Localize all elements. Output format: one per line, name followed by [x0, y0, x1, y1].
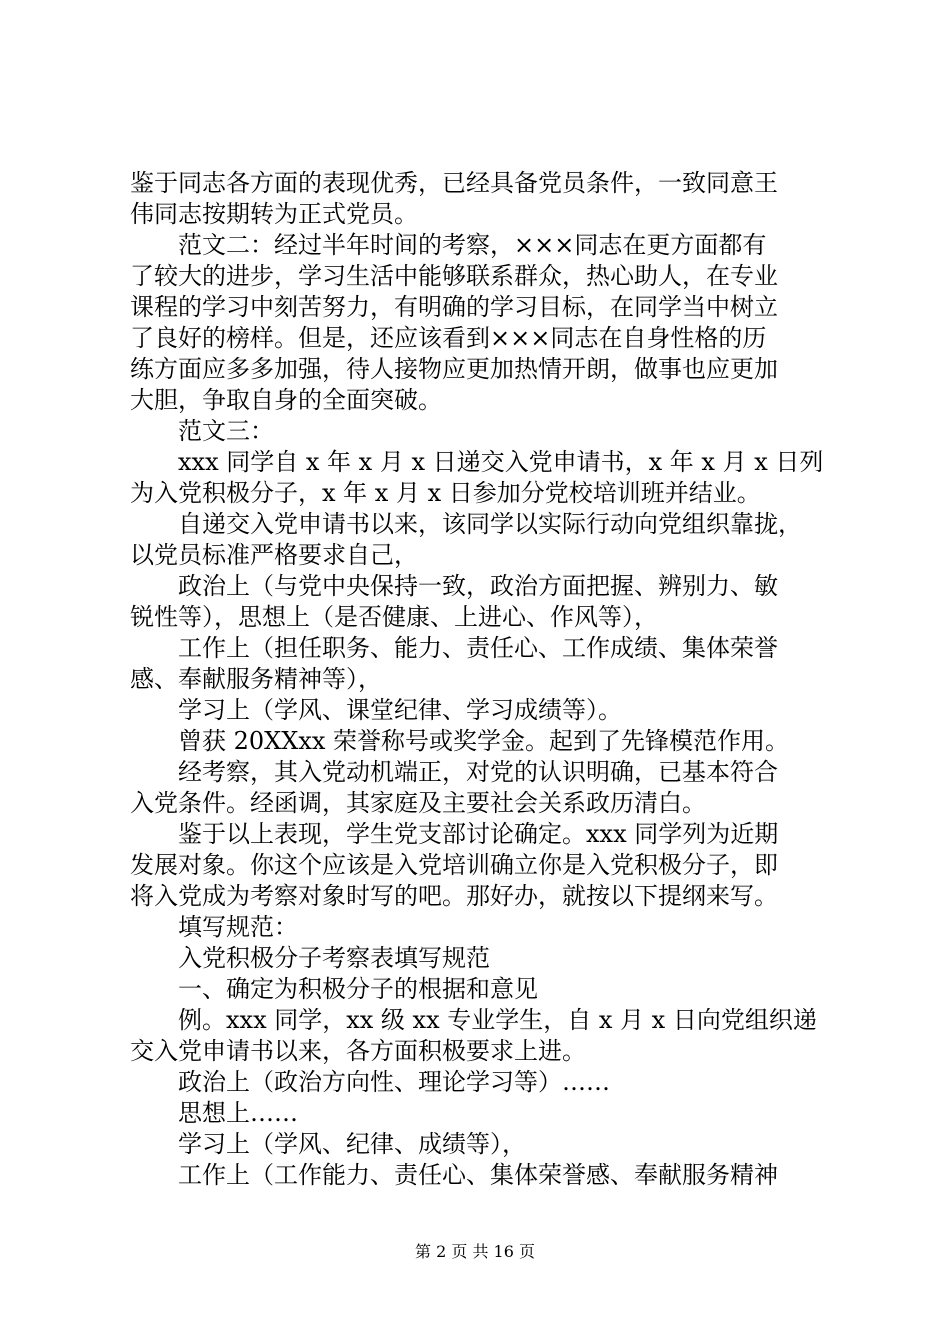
text-line: 范文三：	[178, 417, 274, 445]
text-line: xxx 同学自 x 年 x 月 x 日递交入党申请书，x 年 x 月 x 日列	[178, 448, 824, 476]
text-line: 入党条件。经函调，其家庭及主要社会关系政历清白。	[130, 789, 706, 817]
text-line: 入党积极分子考察表填写规范	[178, 944, 490, 972]
text-line: 大胆，争取自身的全面突破。	[130, 386, 442, 414]
page-number-footer: 第 2 页 共 16 页	[415, 1242, 535, 1261]
text-line: 了较大的进步，学习生活中能够联系群众，热心助人，在专业	[130, 262, 778, 290]
text-line: 锐性等），思想上（是否健康、上进心、作风等），	[130, 603, 658, 631]
text-line: 思想上……	[178, 1099, 298, 1127]
text-line: 曾获 20XXxx 荣誉称号或奖学金。起到了先锋模范作用。	[178, 727, 790, 755]
text-line: 练方面应多多加强，待人接物应更加热情开朗，做事也应更加	[130, 355, 778, 383]
document-body	[130, 168, 840, 1191]
text-line: 将入党成为考察对象时写的吧。那好办，就按以下提纲来写。	[130, 882, 778, 910]
text-line: 填写规范：	[178, 913, 298, 941]
text-line: 交入党申请书以来，各方面积极要求上进。	[130, 1037, 586, 1065]
text-line: 发展对象。你这个应该是入党培训确立你是入党积极分子，即	[130, 851, 778, 879]
text-line: 经考察，其入党动机端正，对党的认识明确，已基本符合	[178, 758, 778, 786]
text-line: 课程的学习中刻苦努力，有明确的学习目标，在同学当中树立	[130, 293, 778, 321]
text-line: 工作上（工作能力、责任心、集体荣誉感、奉献服务精神	[178, 1161, 778, 1189]
text-line: 了良好的榜样。但是，还应该看到×××同志在自身性格的历	[130, 324, 767, 352]
text-line: 范文二：经过半年时间的考察，×××同志在更方面都有	[178, 231, 767, 259]
text-line: 以党员标准严格要求自己，	[130, 541, 418, 569]
text-line: 学习上（学风、纪律、成绩等），	[178, 1130, 526, 1158]
text-line: 政治上（与党中央保持一致，政治方面把握、辨别力、敏	[178, 572, 778, 600]
text-line: 自递交入党申请书以来，该同学以实际行动向党组织靠拢，	[178, 510, 802, 538]
text-line: 工作上（担任职务、能力、责任心、工作成绩、集体荣誉	[178, 634, 778, 662]
text-line: 例。xxx 同学，xx 级 xx 专业学生，自 x 月 x 日向党组织递	[178, 1006, 817, 1034]
text-line: 鉴于同志各方面的表现优秀，已经具备党员条件，一致同意王	[130, 169, 778, 197]
text-line: 一、确定为积极分子的根据和意见	[178, 975, 538, 1003]
text-line: 感、奉献服务精神等），	[130, 665, 382, 693]
text-line: 学习上（学风、课堂纪律、学习成绩等）。	[178, 696, 622, 724]
text-line: 政治上（政治方向性、理论学习等）……	[178, 1068, 610, 1096]
text-line: 伟同志按期转为正式党员。	[130, 200, 418, 228]
text-line: 为入党积极分子，x 年 x 月 x 日参加分党校培训班并结业。	[130, 479, 761, 507]
text-line: 鉴于以上表现，学生党支部讨论确定。xxx 同学列为近期	[178, 820, 779, 848]
